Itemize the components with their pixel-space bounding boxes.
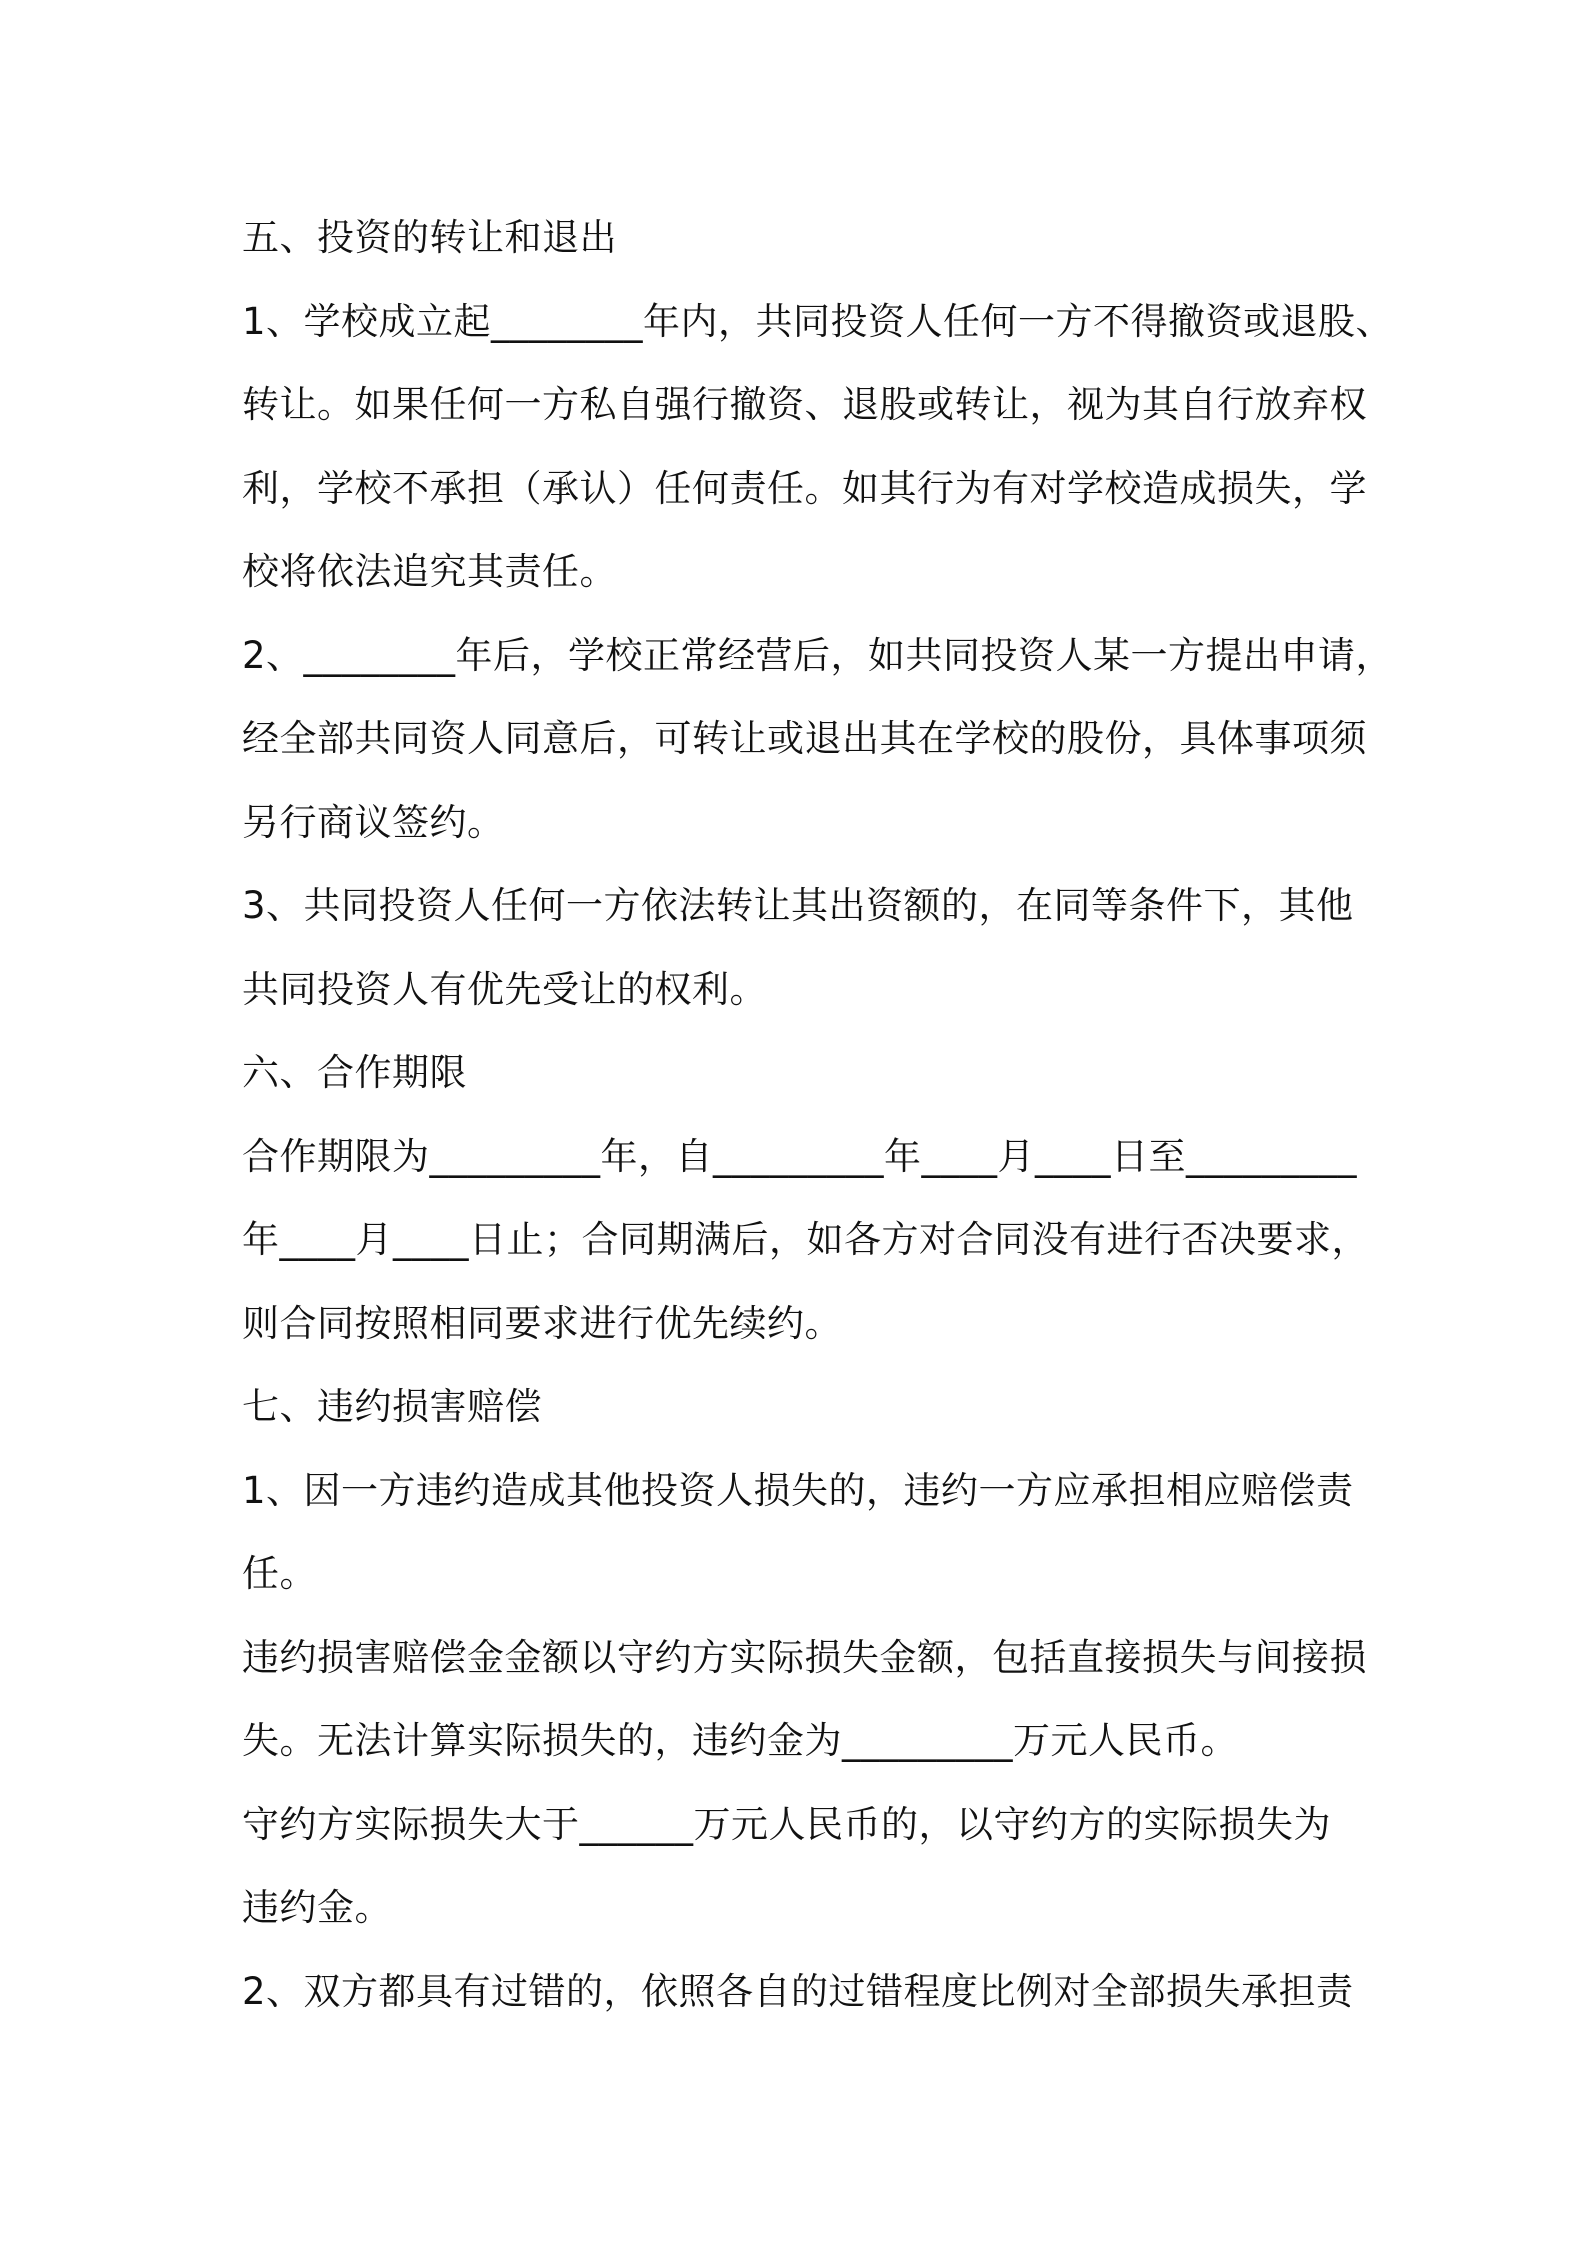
paragraph-line: 违约损害赔偿金金额以守约方实际损失金额，包括直接损失与间接损 — [242, 1635, 1367, 1679]
section-heading-cooperation-term: 六、合作期限 — [242, 1051, 467, 1094]
paragraph-line: 经全部共同资人同意后，可转让或退出其在学校的股份，具体事项须 — [242, 717, 1367, 760]
paragraph-line: 校将依法追究其责任。 — [242, 550, 617, 593]
paragraph-line: 2、双方都具有过错的，依照各自的过错程度比例对全部损失承担责 — [242, 1969, 1354, 2013]
section-heading-transfer-exit: 五、投资的转让和退出 — [242, 216, 617, 259]
paragraph-line: 1、因一方违约造成其他投资人损失的，违约一方应承担相应赔偿责 — [242, 1468, 1354, 1512]
section-heading-breach-damages: 七、违约损害赔偿 — [242, 1385, 542, 1428]
paragraph-line: 另行商议签约。 — [242, 800, 505, 844]
paragraph-line: 利，学校不承担（承认）任何责任。如其行为有对学校造成损失，学 — [242, 466, 1367, 510]
paragraph-line: 合作期限为_________年，自_________年____月____日至_________ — [242, 1134, 1357, 1178]
paragraph-line: 失。无法计算实际损失的，违约金为_________万元人民币。 — [242, 1719, 1238, 1762]
paragraph-line: 2、________年后，学校正常经营后，如共同投资人某一方提出申请， — [242, 633, 1394, 677]
paragraph-line: 违约金。 — [242, 1886, 392, 1929]
paragraph-line: 3、共同投资人任何一方依法转让其出资额的，在同等条件下，其他 — [242, 884, 1354, 927]
paragraph-line: 守约方实际损失大于______万元人民币的，以守约方的实际损失为 — [242, 1802, 1331, 1846]
paragraph-line: 任。 — [242, 1552, 317, 1595]
document-body — [242, 196, 1394, 2033]
paragraph-line: 转让。如果任何一方私自强行撤资、退股或转让，视为其自行放弃权 — [242, 383, 1367, 426]
paragraph-line: 共同投资人有优先受让的权利。 — [242, 967, 767, 1011]
paragraph-line: 年____月____日止；合同期满后，如各方对合同没有进行否决要求， — [242, 1218, 1369, 1261]
paragraph-line: 1、学校成立起________年内，共同投资人任何一方不得撤资或退股、 — [242, 299, 1394, 343]
paragraph-line: 则合同按照相同要求进行优先续约。 — [242, 1301, 842, 1345]
